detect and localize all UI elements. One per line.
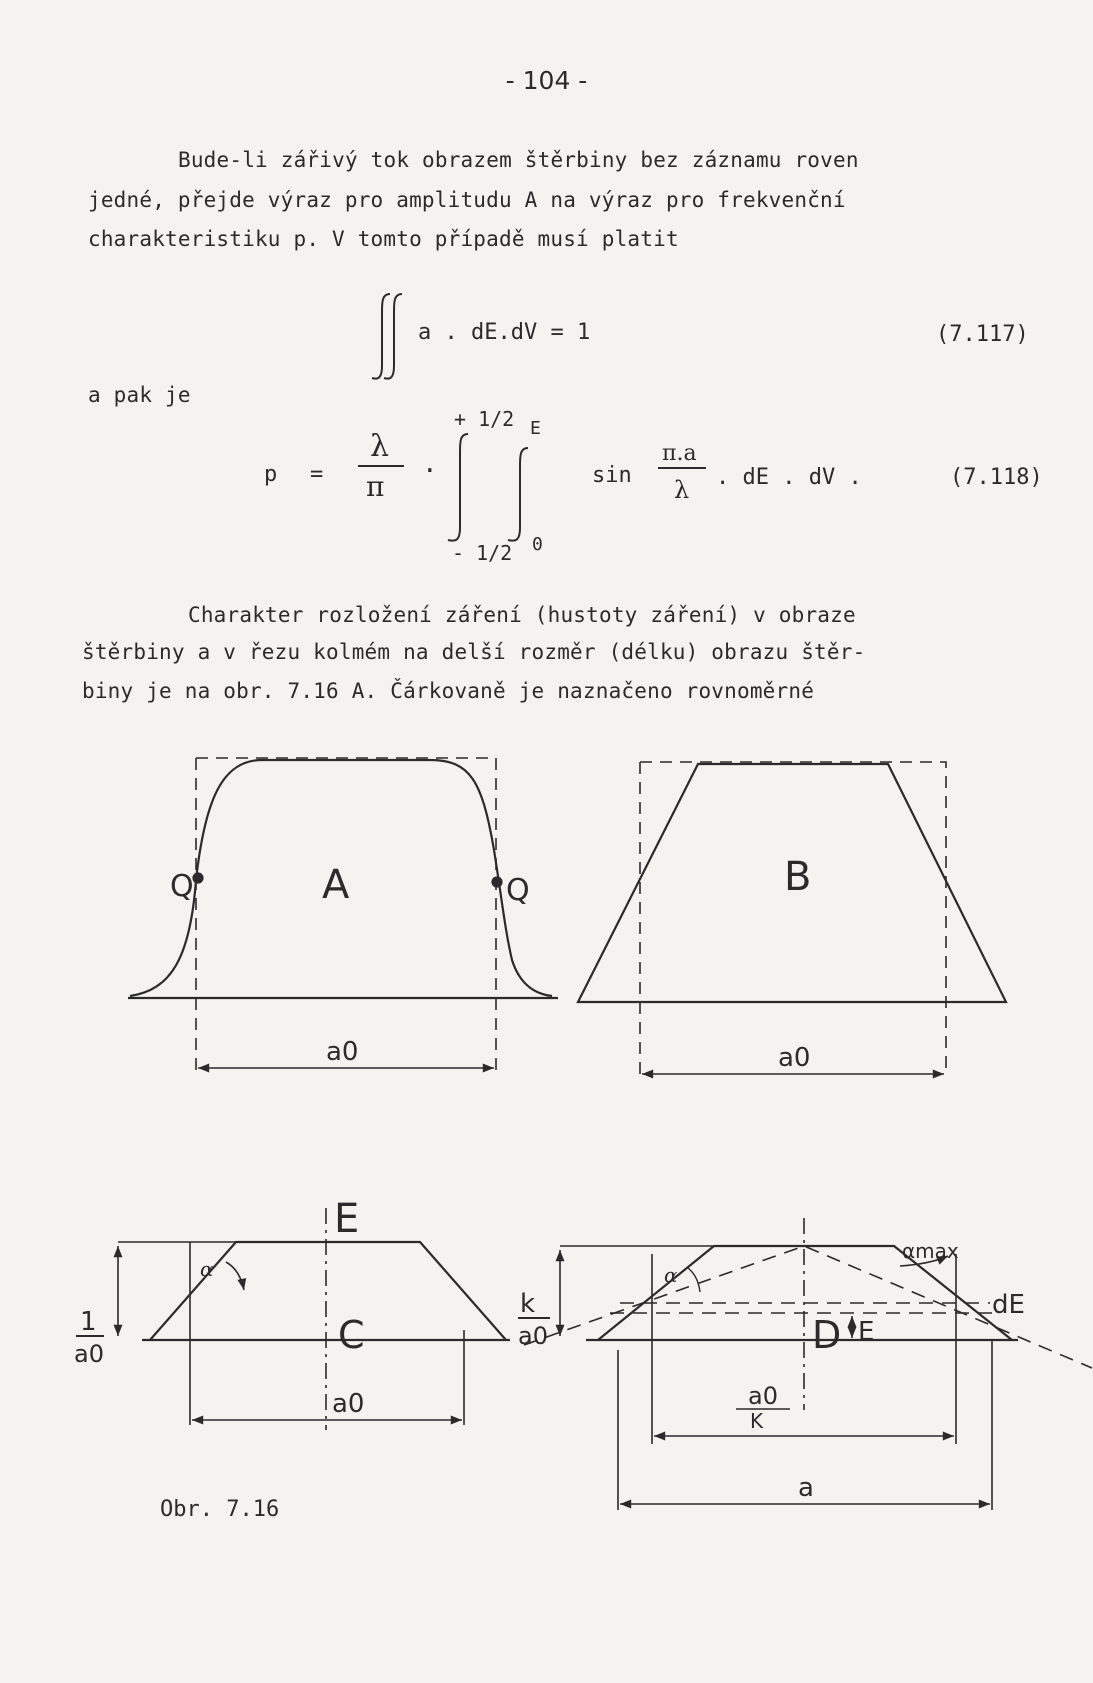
panel-b: [578, 762, 1006, 1076]
panel-c-height-den: a0: [74, 1340, 104, 1368]
eq118-p: p: [264, 462, 278, 487]
panel-a-q-left: Q: [170, 869, 194, 904]
panel-c-alpha: α: [200, 1257, 214, 1281]
eq117-number: (7.117): [936, 322, 1029, 347]
panel-d-dim-top-num: a0: [748, 1382, 778, 1410]
eq118-graphics: [340, 410, 1093, 570]
para2-line3: biny je na obr. 7.16 A. Čárkovaně je naznačeno rovnoměrné: [82, 679, 815, 703]
eq118-arg-num: π.a: [662, 441, 697, 466]
eq118-dot: .: [422, 449, 438, 479]
eq117-body: a . dE.dV = 1: [418, 320, 591, 345]
panel-d-alpha-max: αmax: [902, 1239, 959, 1263]
panel-d-height-num: k: [520, 1289, 536, 1319]
panel-d: [524, 1218, 1092, 1510]
para2-line2: štěrbiny a v řezu kolmém na delší rozměr (délku) obrazu štěr-: [82, 640, 866, 664]
figure-caption: Obr. 7.16: [160, 1497, 280, 1522]
panel-d-alpha: α: [664, 1263, 678, 1287]
panel-a-label: A: [322, 862, 350, 908]
panel-d-e: E: [858, 1317, 875, 1347]
panel-a-q-right: Q: [506, 873, 530, 908]
para2-line1: Charakter rozložení záření (hustoty záření) v obraze: [188, 603, 856, 627]
panel-d-dim-bottom: a: [798, 1473, 814, 1503]
eq118-sin: sin: [592, 463, 632, 488]
figure-7-16: [0, 740, 1093, 1560]
para1-line1: Bude-li zářivý tok obrazem štěrbiny bez záznamu roven: [178, 148, 859, 172]
para1-line3: charakteristiku p. V tomto případě musí platit: [88, 227, 679, 251]
panel-d-height-den: a0: [518, 1322, 548, 1350]
panel-c-height-num: 1: [80, 1307, 97, 1337]
panel-c-label: C: [338, 1313, 365, 1357]
panel-a: [128, 758, 558, 1070]
eq118-tail: . dE . dV .: [716, 465, 862, 490]
panel-d-label: D: [812, 1313, 842, 1357]
eq118-upper-inner: E: [530, 418, 541, 439]
page-number: - 104 -: [505, 66, 588, 95]
eq118-arg-den: λ: [674, 476, 690, 504]
eq118-pi: π: [366, 470, 385, 503]
eq118-upper-outer: + 1/2: [454, 410, 515, 431]
eq118-equals: =: [310, 462, 324, 487]
eq118-lower-outer: - 1/2: [452, 541, 513, 565]
eq118-lambda: λ: [370, 429, 390, 464]
double-integral-117: [360, 288, 420, 388]
panel-c-axis-e: E: [334, 1196, 360, 1242]
panel-c: [118, 1208, 510, 1430]
panel-b-dim: a0: [778, 1043, 811, 1073]
panel-d-dim-top-den: K: [750, 1409, 764, 1433]
panel-d-de: dE: [992, 1290, 1025, 1320]
eq118-number: (7.118): [950, 465, 1043, 490]
para1-line2: jedné, přejde výraz pro amplitudu A na výraz pro frekvenční: [88, 188, 846, 212]
a-pak-je: a pak je: [88, 383, 191, 407]
panel-c-dim: a0: [332, 1389, 365, 1419]
panel-b-label: B: [784, 854, 812, 900]
eq118-lower-inner: 0: [532, 534, 543, 555]
panel-a-dim: a0: [326, 1037, 359, 1067]
